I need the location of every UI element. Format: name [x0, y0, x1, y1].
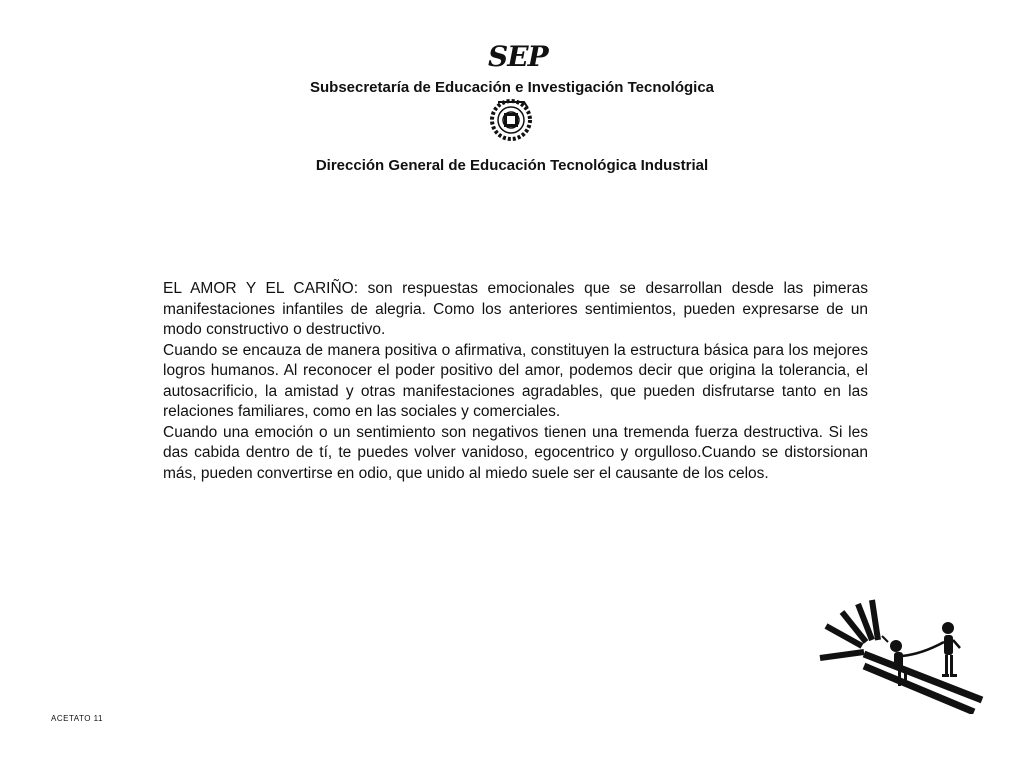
direccion-title: Dirección General de Educación Tecnológica Industrial [315, 157, 709, 174]
paragraph-2: Cuando se encauza de manera positiva o afirmativa, constituyen la estructura básica para los mejores logros humanos. Al reconocer el poder positivo del amor, podemos decir que origina la tolerancia, el autosacrificio, la amistad y otras manifestaciones agradables, que pueden disfrutarse tanto en las relaciones familiares, como en las sociales y comerciales. [163, 341, 868, 420]
children-on-slide-icon [814, 596, 986, 714]
sep-logo: SEP [488, 40, 548, 73]
subsecretaria-title: Subsecretaría de Educación e Investigación Tecnológica [309, 79, 715, 96]
gear-emblem-icon [484, 94, 538, 144]
main-text [163, 279, 868, 484]
acetato-label: ACETATO 11 [51, 714, 103, 723]
paragraph-1: EL AMOR Y EL CARIÑO: son respuestas emocionales que se desarrollan desde las pimeras manifestaciones infantiles de alegria. Como los anteriores sentimientos, pueden expresarse de un modo constructivo o destructivo. [163, 280, 868, 338]
paragraph-3: Cuando una emoción o un sentimiento son negativos tienen una tremenda fuerza destructiva. Si les das cabida dentro de tí, te puedes volver vanidoso, egocentrico y orgulloso.Cuando se distorsionan más, pueden convertirse en odio, que unido al miedo suele ser el causante de los celos. [163, 423, 868, 482]
